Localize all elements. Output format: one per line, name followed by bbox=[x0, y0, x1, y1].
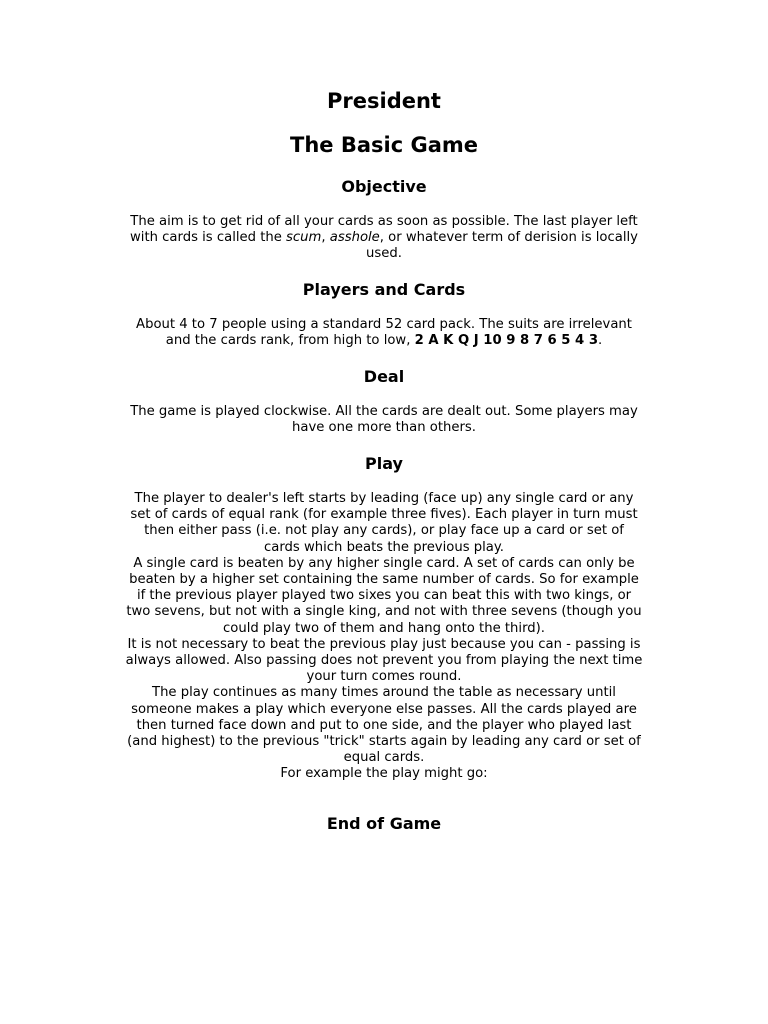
play-line: cards which beats the previous play. bbox=[264, 539, 504, 555]
play-line: equal cards. bbox=[343, 750, 425, 766]
players-line-2-post: . bbox=[598, 333, 603, 349]
deal-line-2: have one more than others. bbox=[292, 420, 476, 436]
players-line-2-pre: and the cards rank, from high to low, bbox=[165, 333, 415, 349]
players-paragraph bbox=[110, 317, 658, 349]
deal-line-1: The game is played clockwise. All the cards are dealt out. Some players may bbox=[130, 404, 638, 419]
objective-line-2-pre: with cards is called the bbox=[130, 230, 287, 246]
play-line: always allowed. Also passing does not prevent you from playing the next time bbox=[125, 653, 643, 669]
heading-play: Play bbox=[365, 454, 403, 473]
objective-line-1: The aim is to get rid of all your cards as soon as possible. The last player left bbox=[130, 214, 638, 229]
play-line: (and highest) to the previous "trick" starts again by leading any card or set of bbox=[127, 734, 641, 750]
objective-line-2 bbox=[110, 230, 658, 246]
play-line: then either pass (i.e. not play any cards), or play face up a card or set of bbox=[144, 523, 624, 539]
objective-line-2-post: , or whatever term of derision is locally bbox=[379, 230, 638, 246]
term-separator: , bbox=[321, 230, 330, 246]
players-line-2 bbox=[110, 333, 658, 349]
play-line: could play two of them and hang onto the third). bbox=[223, 620, 545, 636]
play-line: then turned face down and put to one side, and the player who played last bbox=[136, 717, 632, 733]
document-title: President bbox=[327, 89, 441, 113]
play-line: A single card is beaten by any higher single card. A set of cards can only be bbox=[133, 555, 635, 571]
play-line: someone makes a play which everyone else passes. All the cards played are bbox=[131, 701, 637, 717]
play-line: For example the play might go: bbox=[280, 766, 488, 782]
deal-paragraph bbox=[110, 404, 658, 436]
term-scum: scum bbox=[286, 230, 322, 246]
play-line: set of cards of equal rank (for example three fives). Each player in turn must bbox=[130, 507, 638, 523]
heading-objective: Objective bbox=[341, 177, 427, 196]
play-line: your turn comes round. bbox=[306, 669, 462, 685]
term-asshole: asshole bbox=[329, 230, 380, 246]
heading-end-of-game: End of Game bbox=[326, 814, 442, 833]
play-paragraph bbox=[110, 491, 658, 783]
card-ranks: 2 A K Q J 10 9 8 7 6 5 4 3 bbox=[414, 333, 599, 349]
heading-players-and-cards: Players and Cards bbox=[302, 280, 466, 299]
players-line-1: About 4 to 7 people using a standard 52 card pack. The suits are irrelevant bbox=[136, 317, 632, 332]
play-line: two sevens, but not with a single king, and not with three sevens (though you bbox=[126, 604, 642, 620]
heading-deal: Deal bbox=[363, 367, 405, 386]
document-subtitle: The Basic Game bbox=[290, 133, 478, 157]
play-line: It is not necessary to beat the previous play just because you can - passing is bbox=[127, 636, 641, 652]
play-line: beaten by a higher set containing the same number of cards. So for example bbox=[129, 572, 639, 588]
play-line: The play continues as many times around the table as necessary until bbox=[152, 685, 616, 701]
play-line: The player to dealer's left starts by leading (face up) any single card or any bbox=[134, 491, 634, 506]
objective-paragraph bbox=[110, 214, 658, 263]
play-line: if the previous player played two sixes you can beat this with two kings, or bbox=[136, 588, 632, 604]
objective-line-3: used. bbox=[366, 246, 402, 262]
